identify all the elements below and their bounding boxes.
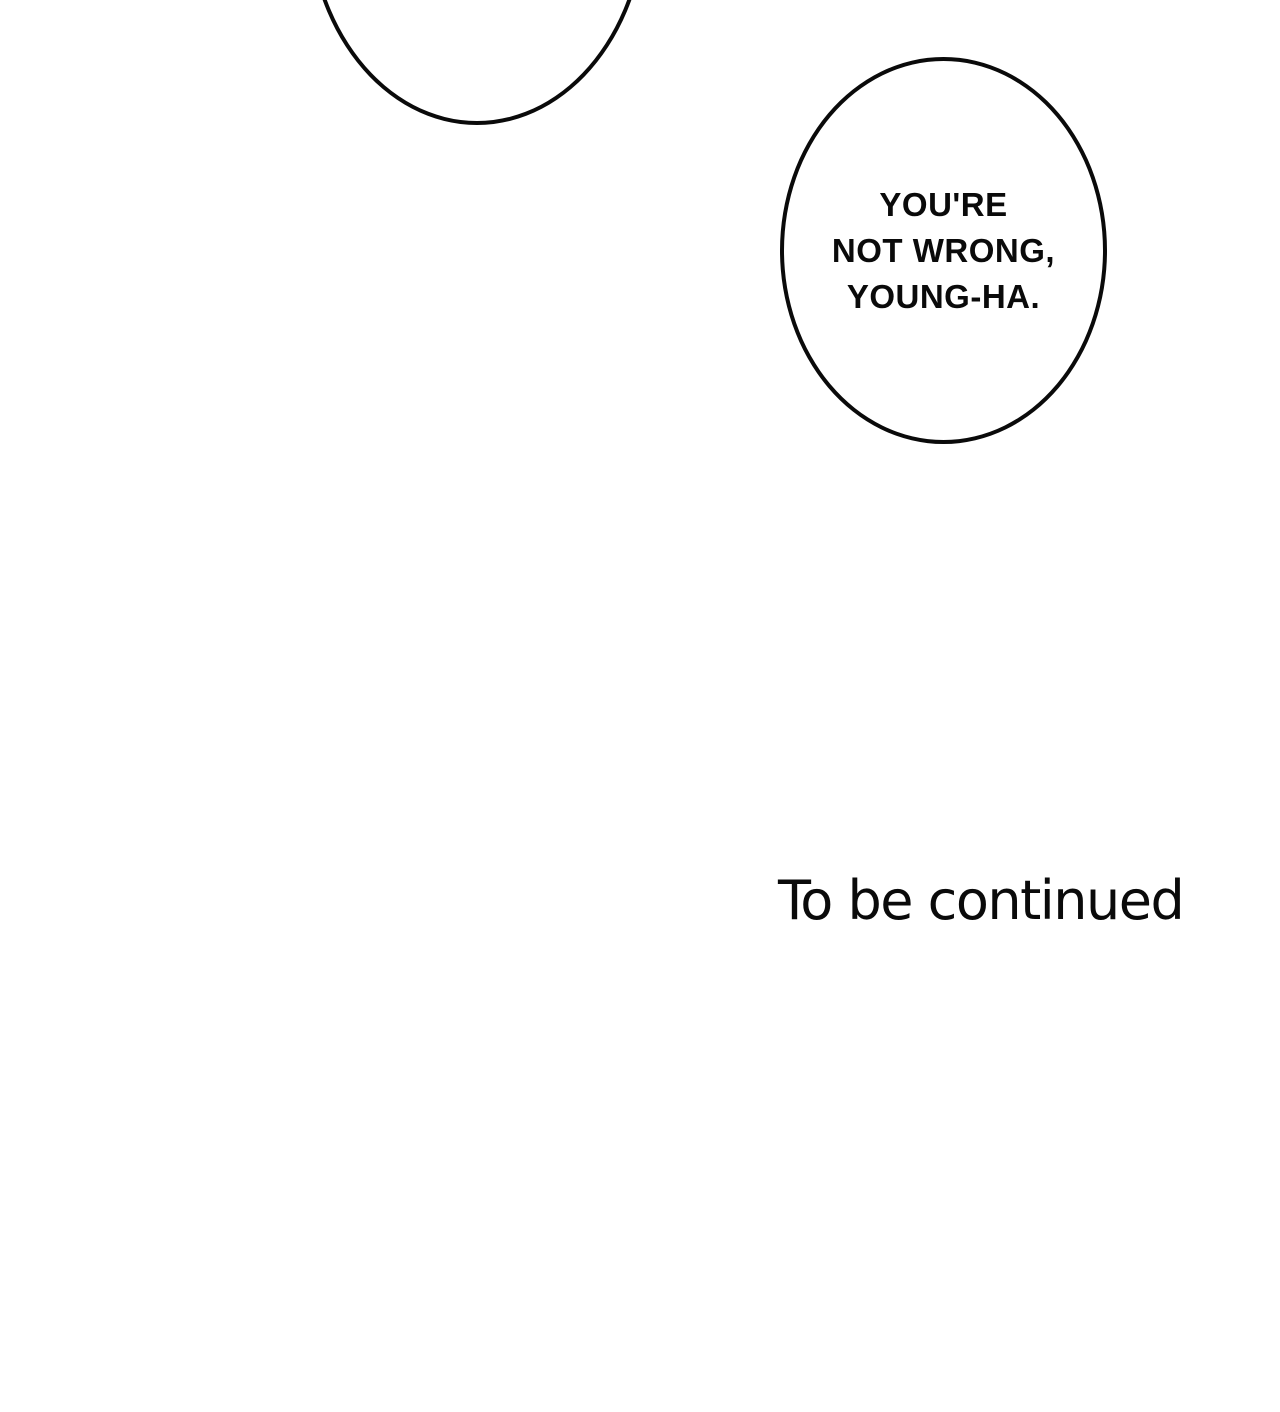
bubble-line: YOUNG-HA.: [846, 277, 1041, 315]
bubble-line: NOT WRONG,: [831, 231, 1056, 269]
speech-bubble: [780, 57, 1107, 444]
to-be-continued-text: To be continued: [778, 869, 1184, 932]
bubble-line: YOU'RE: [879, 185, 1008, 223]
speech-bubble-partial: [307, 0, 647, 125]
speech-bubble-text: [832, 182, 1055, 320]
